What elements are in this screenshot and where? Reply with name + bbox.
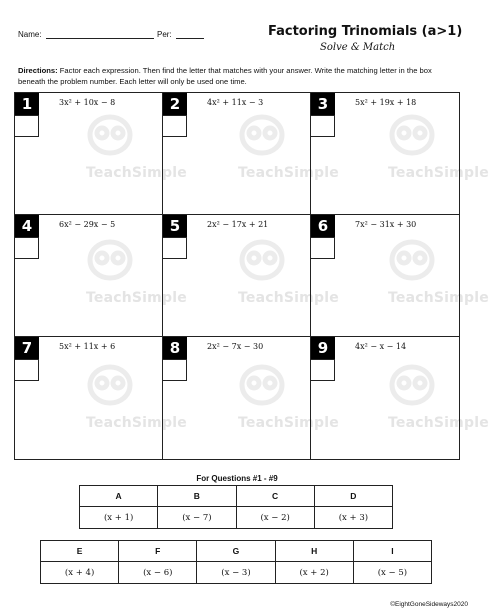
- answer-letter: F: [119, 541, 197, 562]
- watermark-text: TeachSimple: [238, 165, 339, 181]
- problem-cell[interactable]: [15, 93, 163, 215]
- answer-letter-box[interactable]: [163, 115, 187, 137]
- period-field[interactable]: [176, 38, 204, 39]
- problem-expression: 5x² + 19x + 18: [355, 98, 417, 107]
- page-title: Factoring Trinomials (a>1): [268, 24, 463, 39]
- answer-letter: I: [353, 541, 431, 562]
- name-field[interactable]: [46, 38, 154, 39]
- problem-number: 3: [311, 93, 335, 115]
- answer-factor: (x − 6): [119, 562, 197, 584]
- page-subtitle: Solve & Match: [320, 42, 396, 53]
- watermark-text: TeachSimple: [86, 165, 187, 181]
- watermark-text: TeachSimple: [86, 415, 187, 431]
- problem-cell[interactable]: [15, 337, 163, 459]
- problem-expression: 2x² − 7x − 30: [207, 342, 264, 351]
- problem-grid: [14, 92, 460, 460]
- answer-letter-box[interactable]: [311, 359, 335, 381]
- answer-factor: (x − 7): [158, 507, 236, 529]
- problem-number: 7: [15, 337, 39, 359]
- answer-letter-box[interactable]: [163, 359, 187, 381]
- answer-letter: C: [236, 486, 314, 507]
- problem-cell[interactable]: [311, 337, 459, 459]
- worksheet-header: [0, 0, 474, 62]
- problem-number: 2: [163, 93, 187, 115]
- answer-factor: (x + 2): [275, 562, 353, 584]
- problem-cell[interactable]: [311, 93, 459, 215]
- name-label: Name:: [18, 30, 42, 39]
- watermark-text: TeachSimple: [86, 290, 187, 306]
- answer-letter: H: [275, 541, 353, 562]
- answer-factor: (x + 3): [314, 507, 392, 529]
- answer-letter-box[interactable]: [15, 115, 39, 137]
- problem-number: 5: [163, 215, 187, 237]
- problem-cell[interactable]: [163, 215, 311, 337]
- copyright-notice: ©EightGoneSideways2020: [390, 601, 468, 608]
- answer-factor: (x − 3): [197, 562, 275, 584]
- watermark-text: TeachSimple: [388, 415, 489, 431]
- problem-expression: 6x² − 29x − 5: [59, 220, 116, 229]
- problem-cell[interactable]: [163, 93, 311, 215]
- answer-factor: (x + 4): [41, 562, 119, 584]
- answer-letter: A: [80, 486, 158, 507]
- answer-bank-table: [40, 540, 432, 584]
- problem-expression: 5x² + 11x + 6: [59, 342, 116, 351]
- answer-letter-box[interactable]: [311, 237, 335, 259]
- answer-letter: E: [41, 541, 119, 562]
- answer-bank-table: [79, 485, 393, 529]
- answer-section-title: For Questions #1 - #9: [196, 474, 278, 483]
- watermark-text: TeachSimple: [238, 415, 339, 431]
- problem-expression: 4x² + 11x − 3: [207, 98, 264, 107]
- answer-letter-box[interactable]: [163, 237, 187, 259]
- directions-text: Factor each expression. Then find the letter that matches with your answer. Write the matching letter in the box beneath the problem number. Each letter will only be used one time.: [18, 66, 432, 86]
- watermark-text: TeachSimple: [388, 165, 489, 181]
- problem-cell[interactable]: [163, 337, 311, 459]
- directions-label: Directions:: [18, 66, 58, 75]
- answer-letter: G: [197, 541, 275, 562]
- problem-number: 4: [15, 215, 39, 237]
- problem-cell[interactable]: [311, 215, 459, 337]
- problem-number: 1: [15, 93, 39, 115]
- problem-number: 8: [163, 337, 187, 359]
- answer-letter-box[interactable]: [15, 359, 39, 381]
- answer-letter-box[interactable]: [15, 237, 39, 259]
- problem-expression: 3x² + 10x − 8: [59, 98, 116, 107]
- answer-factor: (x + 1): [80, 507, 158, 529]
- period-label: Per:: [157, 30, 172, 39]
- problem-number: 9: [311, 337, 335, 359]
- watermark-text: TeachSimple: [388, 290, 489, 306]
- directions: [18, 66, 458, 87]
- answer-letter: B: [158, 486, 236, 507]
- answer-factor: (x − 2): [236, 507, 314, 529]
- problem-cell[interactable]: [15, 215, 163, 337]
- problem-expression: 2x² − 17x + 21: [207, 220, 269, 229]
- watermark-text: TeachSimple: [238, 290, 339, 306]
- problem-number: 6: [311, 215, 335, 237]
- answer-letter: D: [314, 486, 392, 507]
- problem-expression: 7x² − 31x + 30: [355, 220, 417, 229]
- answer-letter-box[interactable]: [311, 115, 335, 137]
- problem-expression: 4x² − x − 14: [355, 342, 407, 351]
- answer-factor: (x − 5): [353, 562, 431, 584]
